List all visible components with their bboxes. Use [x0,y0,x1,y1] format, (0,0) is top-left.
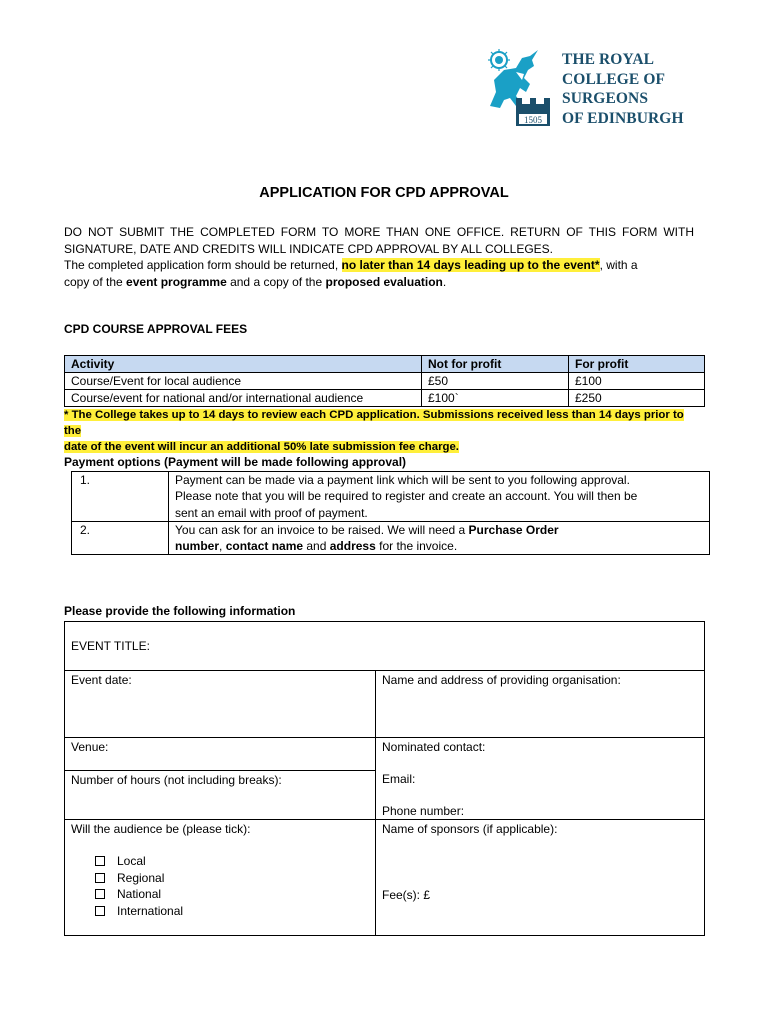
fees-field[interactable]: Fee(s): £ [382,888,431,902]
unicorn-crest-icon [486,48,552,128]
option-label: Local [117,854,146,868]
venue-field[interactable]: Venue: [71,740,109,754]
option-text [169,472,710,522]
logo-year: 1505 [524,115,542,125]
footnote-line: * The College takes up to 14 days to review each CPD application. Submissions received less than 14 days prior to the [64,409,684,437]
option-number: 1. [72,472,169,522]
return-instructions [64,257,694,290]
audience-options [95,853,183,919]
table-cell: £100` [422,390,569,407]
audience-field [65,821,375,931]
table-row [72,472,710,522]
table-cell: £100 [569,373,705,390]
column-header: Activity [65,356,422,373]
audience-option-regional[interactable] [95,870,183,887]
audience-option-national[interactable] [95,886,183,903]
deadline-highlight: no later than 14 days leading up to the event* [341,258,600,272]
hours-field[interactable]: Number of hours (not including breaks): [71,773,282,787]
instruction-line: DO NOT SUBMIT THE COMPLETED FORM TO MORE THAN ONE OFFICE. RETURN OF THIS FORM WITH [64,225,694,239]
fees-table [64,355,705,407]
event-information-form [64,621,705,936]
logo-line: OF EDINBURGH [562,109,684,127]
info-heading: Please provide the following information [64,604,296,618]
table-cell: £50 [422,373,569,390]
option-line: Payment can be made via a payment link which will be sent to you following approval. [175,473,630,487]
return-text: and a copy of the [226,274,326,289]
return-text: , with a [599,258,638,272]
option-line: Please note that you will be required to register and create an account. You will then be [175,489,638,504]
checkbox[interactable] [95,906,105,916]
event-title-field[interactable]: EVENT TITLE: [71,639,150,653]
provider-field[interactable]: Name and address of providing organisation: [382,673,621,687]
return-text: The completed application form should be returned, [64,258,342,272]
checkbox[interactable] [95,889,105,899]
separator: , [219,539,226,554]
page-title: APPLICATION FOR CPD APPROVAL [259,185,509,201]
email-field[interactable]: Email: [382,772,416,786]
return-text: . [442,274,447,289]
table-row [72,521,710,555]
contact-name-text: contact name [225,539,304,554]
option-label: National [117,887,162,901]
phone-field[interactable]: Phone number: [382,804,465,818]
payment-options-table [71,471,710,555]
payment-heading: Payment options (Payment will be made following approval) [64,455,407,469]
table-cell: Course/Event for local audience [65,373,422,390]
fees-header-row [65,356,705,373]
audience-option-local[interactable] [95,853,183,870]
audience-option-international[interactable] [95,903,183,920]
logo-line: COLLEGE OF [562,70,666,88]
proposed-evaluation-text: proposed evaluation [325,274,443,289]
separator: and [303,539,330,554]
purchase-order-text: Purchase Order [468,522,559,537]
audience-label: Will the audience be (please tick): [71,822,251,836]
table-cell: £250 [569,390,705,407]
column-header: For profit [569,356,705,373]
sponsors-field[interactable]: Name of sponsors (if applicable): [382,822,558,836]
return-text: copy of the [64,274,127,289]
submission-instructions [64,224,694,257]
address-text: address [329,539,376,554]
option-line: You can ask for an invoice to be raised. We will need a [175,522,469,537]
option-text [169,521,710,555]
late-fee-footnote [64,407,696,455]
table-row [65,390,705,407]
logo-wordmark [562,50,684,128]
event-programme-text: event programme [126,274,227,289]
logo-line: THE ROYAL [562,51,655,68]
checkbox[interactable] [95,856,105,866]
checkbox[interactable] [95,873,105,883]
table-row [65,373,705,390]
option-label: Regional [117,870,165,885]
fees-heading: CPD COURSE APPROVAL FEES [64,322,248,336]
footnote-line: date of the event will incur an additional 50% late submission fee charge. [64,441,459,453]
option-line: for the invoice. [375,539,458,554]
column-header: Not for profit [422,356,569,373]
option-number: 2. [72,521,169,555]
option-label: International [117,903,184,918]
number-text: number [175,539,220,554]
nominated-contact-field[interactable]: Nominated contact: [382,740,486,754]
logo-line: SURGEONS [562,90,649,107]
instruction-line: SIGNATURE, DATE AND CREDITS WILL INDICATE CPD APPROVAL BY ALL COLLEGES. [64,241,554,256]
college-logo [486,48,706,128]
option-line: sent an email with proof of payment. [175,505,368,520]
table-cell: Course/event for national and/or international audience [65,390,422,407]
event-date-field[interactable]: Event date: [71,673,132,687]
